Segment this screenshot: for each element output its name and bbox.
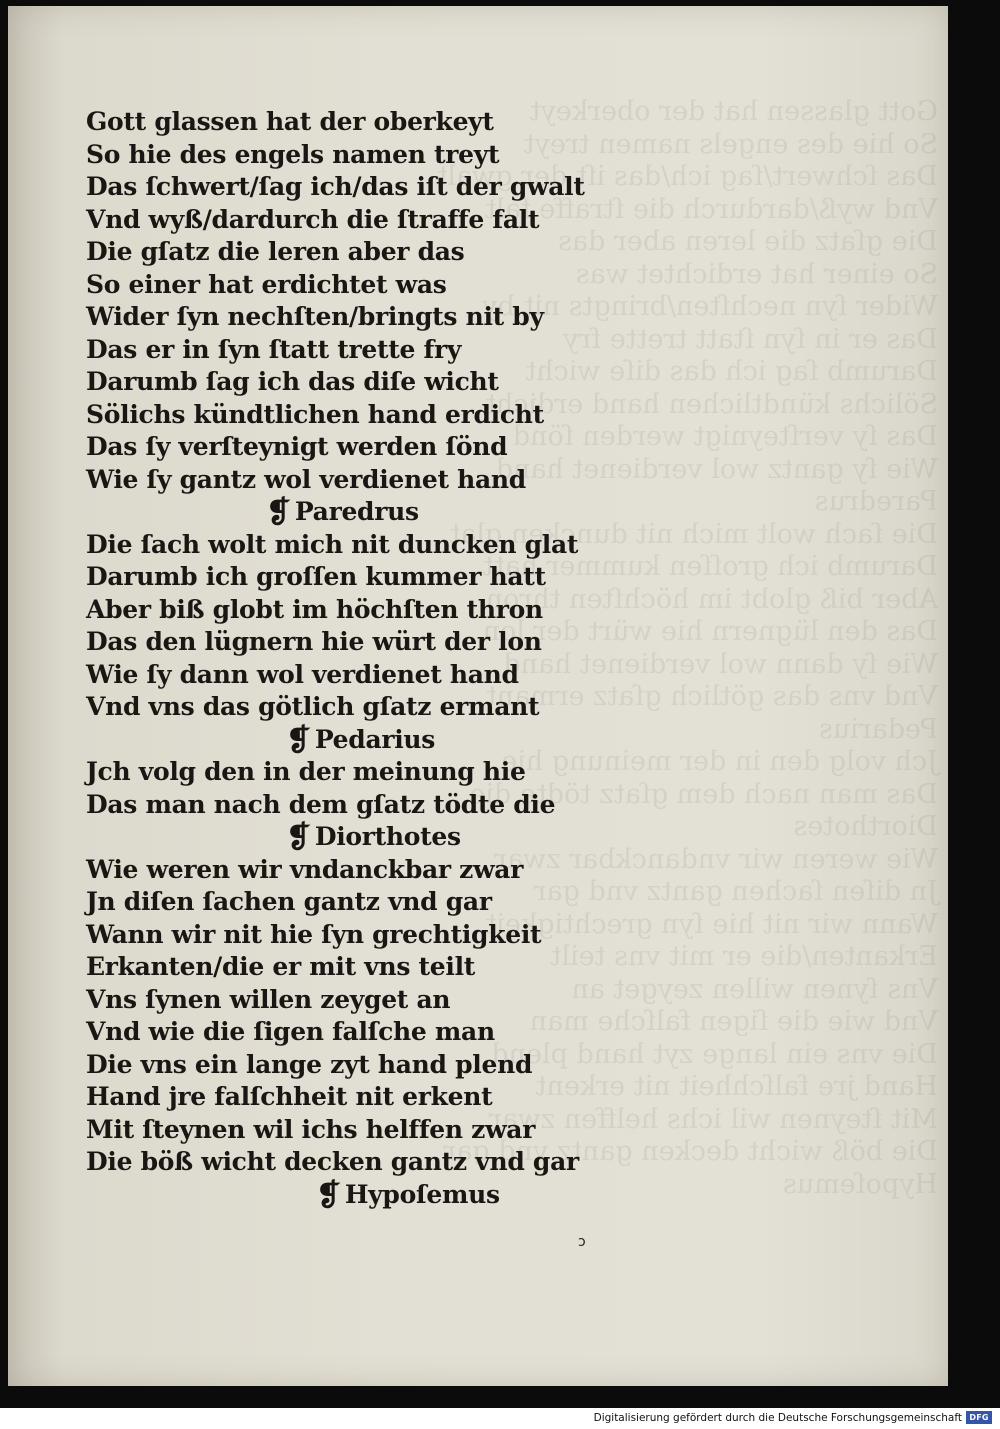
show-through-line: Die vns ein lange zyt hand plend bbox=[491, 1038, 938, 1070]
show-through-line: So hie des engels namen treyt bbox=[523, 128, 938, 160]
signature-mark: ↄ bbox=[578, 1234, 586, 1250]
book-page bbox=[8, 6, 948, 1386]
show-through-line: Das den lügnern hie würt der lon bbox=[482, 616, 938, 647]
show-through-line: Wider ſyn nechſten/bringts nit by bbox=[482, 291, 938, 322]
show-through-line: Vns ſynen willen zeyget an bbox=[571, 973, 938, 1005]
verse-line: Das ſy verſteynigt werden ſönd bbox=[86, 432, 508, 461]
verse-line: Das ſchwert/ſag ich/das iſt der gwalt bbox=[86, 172, 585, 201]
verse-line: Erkanten/die er mit vns teilt bbox=[86, 952, 476, 981]
show-through-line: Vnd wyß/dardurch die ſtraffe falt bbox=[485, 193, 938, 225]
show-through-line: Darumb ich groſſen kummer hatt bbox=[482, 551, 938, 582]
verse-line: Vns ſynen willen zeyget an bbox=[86, 984, 451, 1014]
show-through-line: Die ſach wolt mich nit duncken glat bbox=[449, 518, 938, 550]
verse-line: Hand jre falſchheit nit erkent bbox=[86, 1082, 493, 1111]
verse-line: Vnd wyß/dardurch die ſtraffe falt bbox=[86, 204, 540, 234]
show-through-line: Das er in ſyn ſtatt trette fry bbox=[563, 323, 938, 355]
speaker-name: Paredrus bbox=[294, 497, 419, 526]
verse-line: Das er in ſyn ſtatt trette fry bbox=[86, 334, 462, 364]
show-through-line: Jn diſen ſachen gantz vnd gar bbox=[533, 876, 938, 907]
verse-line: Mit ſteynen wil ichs helffen zwar bbox=[86, 1114, 536, 1144]
speaker-name: Hypoſemus bbox=[344, 1179, 500, 1209]
show-through-line: Das ſy verſteynigt werden ſönd bbox=[512, 421, 938, 452]
show-through-line: Mit ſteynen wil ichs helffen zwar bbox=[488, 1103, 938, 1135]
footer-bar bbox=[0, 1408, 1000, 1429]
verse-line: So einer hat erdichtet was bbox=[86, 269, 447, 299]
dfg-logo: DFG bbox=[966, 1411, 992, 1424]
show-through-line: Pedarius bbox=[818, 713, 938, 745]
speaker-heading bbox=[86, 724, 646, 757]
show-through-line: So einer hat erdichtet was bbox=[575, 258, 938, 290]
show-through-line: Wie ſy dann wol verdienet hand bbox=[503, 648, 938, 680]
show-through-line: Wie ſy gantz wol verdienet hand bbox=[495, 453, 938, 485]
show-through-line: Das man nach dem gſatz tödte die bbox=[469, 778, 938, 810]
pilcrow-icon: ❡ bbox=[266, 495, 291, 530]
verse-line: Gott glassen hat der oberkeyt bbox=[86, 107, 494, 136]
show-through-line: Die gſatz die leren aber das bbox=[558, 226, 938, 257]
pilcrow-icon: ❡ bbox=[286, 722, 311, 758]
show-through-line: Wie weren wir vndanckbar zwar bbox=[494, 843, 938, 875]
show-through-line: Vnd vns das götlich gſatz ermant bbox=[485, 681, 938, 712]
verse-line: Das den lügnern hie würt der lon bbox=[86, 627, 542, 656]
show-through-line: Paredrus bbox=[814, 486, 938, 517]
speaker-heading bbox=[86, 821, 646, 854]
verse-line: Die ſach wolt mich nit duncken glat bbox=[86, 529, 579, 559]
verse-line: Das man nach dem gſatz tödte die bbox=[86, 789, 556, 819]
verse-line: Darumb ſag ich das diſe wicht bbox=[86, 367, 499, 396]
speaker-heading bbox=[86, 1179, 646, 1212]
verse-line: Vnd wie die ſigen falſche man bbox=[86, 1017, 495, 1046]
show-through-line: Hypoſemus bbox=[782, 1168, 938, 1200]
verse-line: Wie ſy gantz wol verdienet hand bbox=[86, 464, 526, 494]
speaker-name: Pedarius bbox=[314, 724, 436, 754]
show-through-line: Sölichs kündtlichen hand erdicht bbox=[485, 388, 938, 420]
pilcrow-icon: ❡ bbox=[316, 1177, 341, 1213]
show-through-line: Wann wir nit hie ſyn grechtigkeit bbox=[485, 908, 938, 940]
show-through-line: Vnd wie die ſigen falſche man bbox=[529, 1006, 938, 1037]
show-through-line: Darumb ſag ich das diſe wicht bbox=[525, 356, 938, 387]
show-through-line: Aber biß globt im höchſten thron bbox=[485, 583, 938, 615]
verse-line: Die böß wicht decken gantz vnd gar bbox=[86, 1147, 579, 1176]
verse-line: Sölichs kündtlichen hand erdicht bbox=[86, 399, 544, 429]
show-through-line: Jch volg den in der meinung hie bbox=[501, 746, 938, 777]
show-through-line: Erkanten/die er mit vns teilt bbox=[550, 941, 938, 972]
verse-line: Vnd vns das götlich gſatz ermant bbox=[86, 692, 540, 721]
show-through-line: Hand jre falſchheit nit erkent bbox=[535, 1071, 938, 1102]
verse-line: Jn diſen ſachen gantz vnd gar bbox=[86, 887, 492, 916]
pilcrow-icon: ❡ bbox=[286, 820, 311, 855]
speaker-name: Diorthotes bbox=[314, 822, 461, 851]
speaker-heading bbox=[86, 496, 646, 529]
verse-line: So hie des engels namen treyt bbox=[86, 139, 500, 169]
verse-line: Die gſatz die leren aber das bbox=[86, 237, 465, 266]
funding-credit: Digitalisierung gefördert durch die Deutsche Forschungsgemeinschaft bbox=[593, 1412, 962, 1424]
show-through-line: Diorthotes bbox=[793, 811, 938, 842]
verse-line: Wann wir nit hie ſyn grechtigkeit bbox=[86, 919, 542, 949]
show-through-line: Die böß wicht decken gantz vnd gar bbox=[443, 1136, 938, 1167]
verse-line: Die vns ein lange zyt hand plend bbox=[86, 1049, 533, 1079]
show-through-line: Gott glassen hat der oberkeyt bbox=[529, 96, 938, 127]
show-through-line: Das ſchwert/ſag ich/das iſt der gwalt bbox=[436, 161, 938, 192]
verse-text-block bbox=[86, 106, 646, 1211]
verse-line: Wider ſyn nechſten/bringts nit by bbox=[86, 302, 544, 331]
verse-line: Aber biß globt im höchſten thron bbox=[86, 594, 543, 624]
verse-line: Wie weren wir vndanckbar zwar bbox=[86, 854, 524, 884]
verse-line: Wie ſy dann wol verdienet hand bbox=[86, 659, 519, 689]
verse-line: Darumb ich groſſen kummer hatt bbox=[86, 562, 546, 591]
verse-line: Jch volg den in der meinung hie bbox=[86, 757, 526, 786]
